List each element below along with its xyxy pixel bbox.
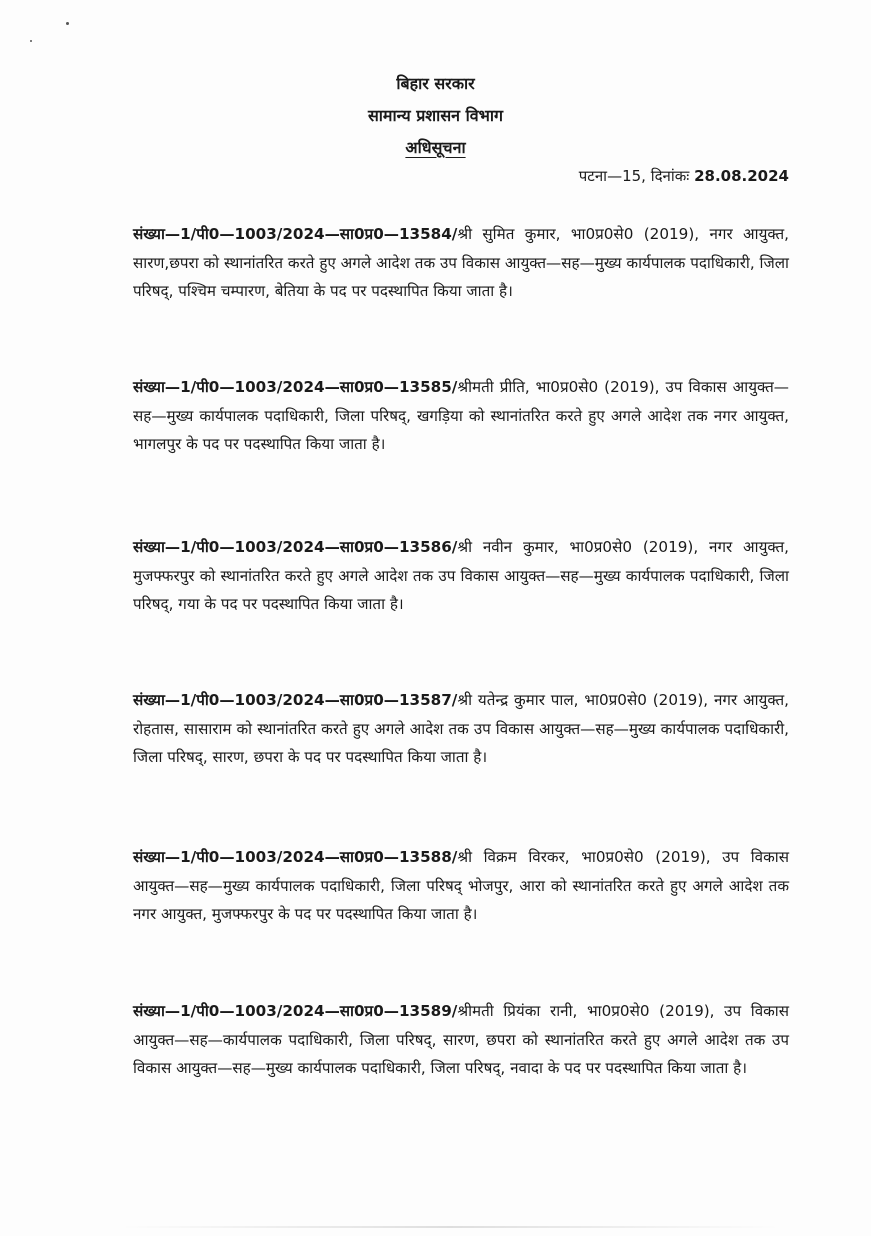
dateline [579, 166, 789, 186]
order-text: श्री सुमित कुमार, भा0प्र0से0 (2019), नगर आयुक्त, सारण,छपरा को स्थानांतरित करते हुए अगले आदेश तक उप विकास आयुक्त—सह—मुख्य कार्यपालक पदाधिकारी, जिला परिषद्, पश्चिम चम्पारण, बेतिया के पद पर पदस्थापित किया जाता है। [133, 225, 789, 301]
order-paragraph [133, 220, 789, 306]
scan-edge-shadow [120, 1226, 780, 1228]
order-text: श्रीमती प्रीति, भा0प्र0से0 (2019), उप विकास आयुक्त—सह—मुख्य कार्यपालक पदाधिकारी, जिला परिषद्, खगड़िया को स्थानांतरित करते हुए अगले आदेश तक नगर आयुक्त, भागलपुर के पद पर पदस्थापित किया जाता है। [133, 378, 789, 454]
government-title: बिहार सरकार [396, 74, 475, 93]
order-reference: संख्या—1/पी0—1003/2024—सा0प्र0—13588/ [133, 848, 458, 866]
order-text: श्री विक्रम विरकर, भा0प्र0से0 (2019), उप विकास आयुक्त—सह—मुख्य कार्यपालक पदाधिकारी, जिला परिषद् भोजपुर, आरा को स्थानांतरित करते हुए अगले आदेश तक नगर आयुक्त, मुजफ्फरपुर के पद पर पदस्थापित किया जाता है। [133, 848, 789, 924]
order-reference: संख्या—1/पी0—1003/2024—सा0प्र0—13584/ [133, 225, 458, 243]
order-paragraph [133, 686, 789, 772]
order-paragraph [133, 373, 789, 459]
order-paragraph [133, 997, 789, 1083]
notification-title: अधिसूचना [405, 138, 466, 157]
order-text: श्रीमती प्रियंका रानी, भा0प्र0से0 (2019), उप विकास आयुक्त—सह—कार्यपालक पदाधिकारी, जिला परिषद्, सारण, छपरा को स्थानांतरित करते हुए अगले आदेश तक उप विकास आयुक्त—सह—मुख्य कार्यपालक पदाधिकारी, जिला परिषद्, नवादा के पद पर पदस्थापित किया जाता है। [133, 1002, 789, 1078]
dateline-date: 28.08.2024 [694, 167, 789, 185]
order-text: श्री यतेन्द्र कुमार पाल, भा0प्र0से0 (2019), नगर आयुक्त, रोहतास, सासाराम को स्थानांतरित करते हुए अगले आदेश तक उप विकास आयुक्त—सह—मुख्य कार्यपालक पदाधिकारी, जिला परिषद्, सारण, छपरा के पद पर पदस्थापित किया जाता है। [133, 691, 789, 767]
department-title: सामान्य प्रशासन विभाग [367, 106, 504, 125]
order-reference: संख्या—1/पी0—1003/2024—सा0प्र0—13586/ [133, 538, 458, 556]
scan-speck [30, 40, 32, 42]
dateline-place: पटना—15, दिनांकः [578, 167, 690, 185]
order-reference: संख्या—1/पी0—1003/2024—सा0प्र0—13589/ [133, 1002, 458, 1020]
order-reference: संख्या—1/पी0—1003/2024—सा0प्र0—13587/ [133, 691, 458, 709]
order-paragraph [133, 843, 789, 929]
scan-speck [66, 22, 69, 25]
order-text: श्री नवीन कुमार, भा0प्र0से0 (2019), नगर आयुक्त, मुजफ्फरपुर को स्थानांतरित करते हुए अगले आदेश तक उप विकास आयुक्त—सह—मुख्य कार्यपालक पदाधिकारी, जिला परिषद्, गया के पद पर पदस्थापित किया जाता है। [133, 538, 789, 614]
order-paragraph [133, 533, 789, 619]
order-reference: संख्या—1/पी0—1003/2024—सा0प्र0—13585/ [133, 378, 458, 396]
